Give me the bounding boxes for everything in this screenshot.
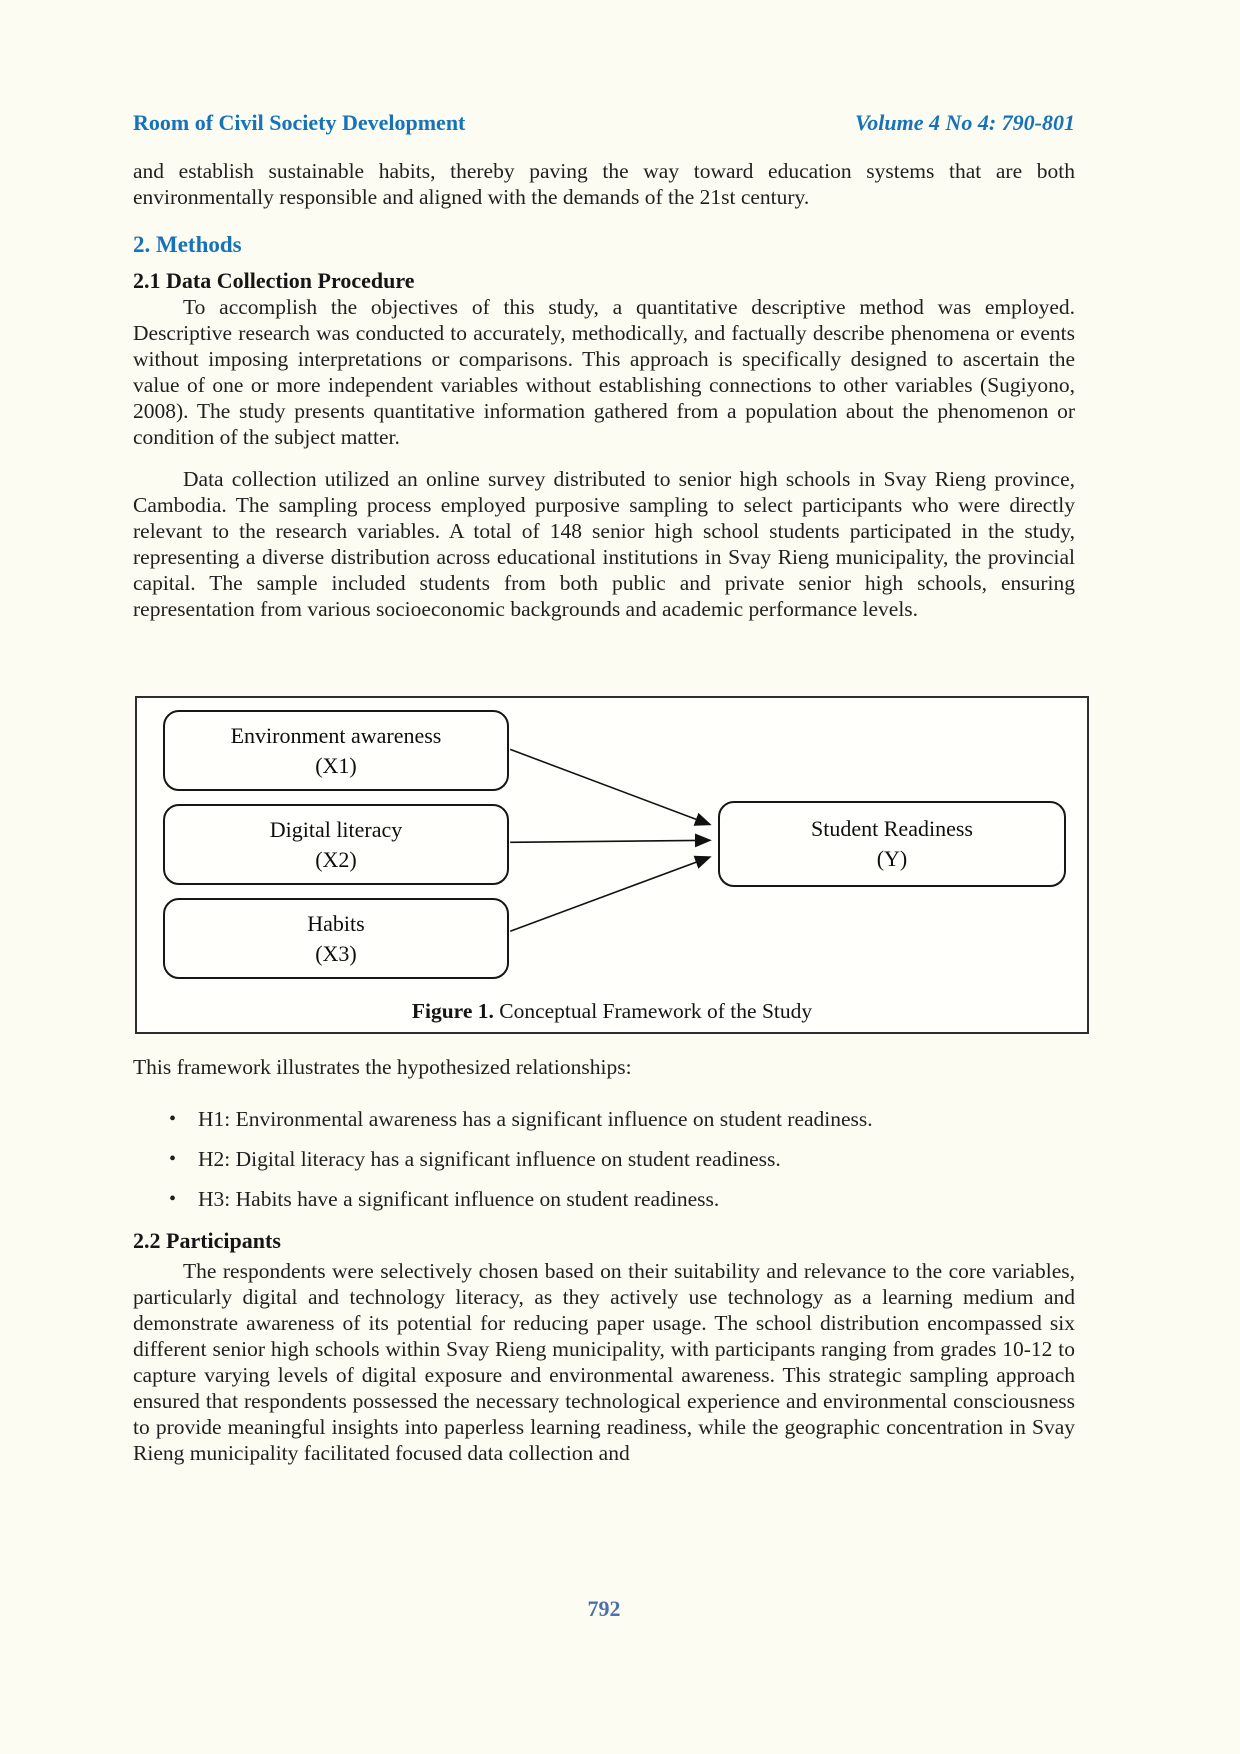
figure-node-habits [163,898,509,979]
hypothesis-text: H1: Environmental awareness has a significant influence on student readiness. [198,1107,873,1131]
hypotheses-list [133,1106,1075,1212]
figure-caption [137,998,1087,1024]
subsection-heading-data-collection: 2.1 Data Collection Procedure [133,268,415,293]
bullet-icon: • [169,1108,177,1130]
page-footer [133,1596,1075,1622]
bullet-icon: • [169,1188,177,1210]
volume-info: Volume 4 No 4: 790-801 [855,110,1075,135]
list-item-h2 [133,1146,1075,1172]
list-item-h1 [133,1106,1075,1132]
page-header [133,0,1075,138]
hypothesis-text: H2: Digital literacy has a significant influence on student readiness. [198,1147,781,1171]
arrow-x3-to-y [510,857,710,931]
figure-node-environment-awareness [163,710,509,791]
node-code: (X3) [315,940,357,966]
node-label: Habits [307,910,365,936]
figure-conceptual-framework [135,696,1089,1034]
data-collection-paragraph-2: Data collection utilized an online survey distributed to senior high schools in Svay Rieng province, Cambodia. The sampling process employed purposive sampling to select participants who were directly relevant to the research variables. A total of 148 senior high school students participated in the study, representing a diverse distribution across educational institutions in Svay Rieng municipality, the provincial capital. The sample included students from both public and private senior high schools, ensuring representation from various socioeconomic backgrounds and academic performance levels. [133,467,1075,621]
data-collection-paragraph-1: To accomplish the objectives of this study, a quantitative descriptive method was employed. Descriptive research was conducted to accurately, methodically, and factually describe phenomena or events without imposing interpretations or comparisons. This approach is specifically designed to ascertain the value of one or more independent variables without establishing connections to other variables (Sugiyono, 2008). The study presents quantitative information gathered from a population about the phenomenon or condition of the subject matter. [133,295,1075,449]
bullet-icon: • [169,1148,177,1170]
list-item-h3 [133,1186,1075,1212]
participants-paragraph: The respondents were selectively chosen based on their suitability and relevance to the core variables, particularly digital and technology literacy, as they actively use technology as a learning medium and demonstrate awareness of its potential for reducing paper usage. The school distribution encompassed six different senior high schools within Svay Rieng municipality, with participants ranging from grades 10-12 to capture varying levels of digital exposure and environmental awareness. This strategic sampling approach ensured that respondents possessed the necessary technological experience and environmental consciousness to provide meaningful insights into paperless learning readiness, while the geographic concentration in Svay Rieng municipality facilitated focused data collection and [133,1259,1075,1465]
intro-paragraph: and establish sustainable habits, thereby paving the way toward education systems that are both environmentally responsible and aligned with the demands of the 21st century. [133,159,1075,209]
framework-intro-text: This framework illustrates the hypothesized relationships: [133,1055,632,1079]
page-number: 792 [587,1596,621,1621]
figure-caption-label: Figure 1. [411,999,494,1023]
node-label: Environment awareness [230,722,442,748]
node-code: (Y) [876,846,908,871]
arrow-x1-to-y [510,749,710,824]
section-heading-methods: 2. Methods [133,232,242,257]
subsection-heading-participants: 2.2 Participants [133,1228,281,1253]
node-label: Student Readiness [811,816,973,841]
figure-node-student-readiness [718,801,1066,887]
arrow-x2-to-y [510,840,710,842]
node-label: Digital literacy [269,816,403,842]
hypothesis-text: H3: Habits have a significant influence on student readiness. [198,1187,720,1211]
figure-node-digital-literacy [163,804,509,885]
journal-title: Room of Civil Society Development [133,110,466,135]
figure-caption-text: Conceptual Framework of the Study [493,999,813,1023]
node-code: (X2) [315,846,357,872]
node-code: (X1) [315,752,357,778]
